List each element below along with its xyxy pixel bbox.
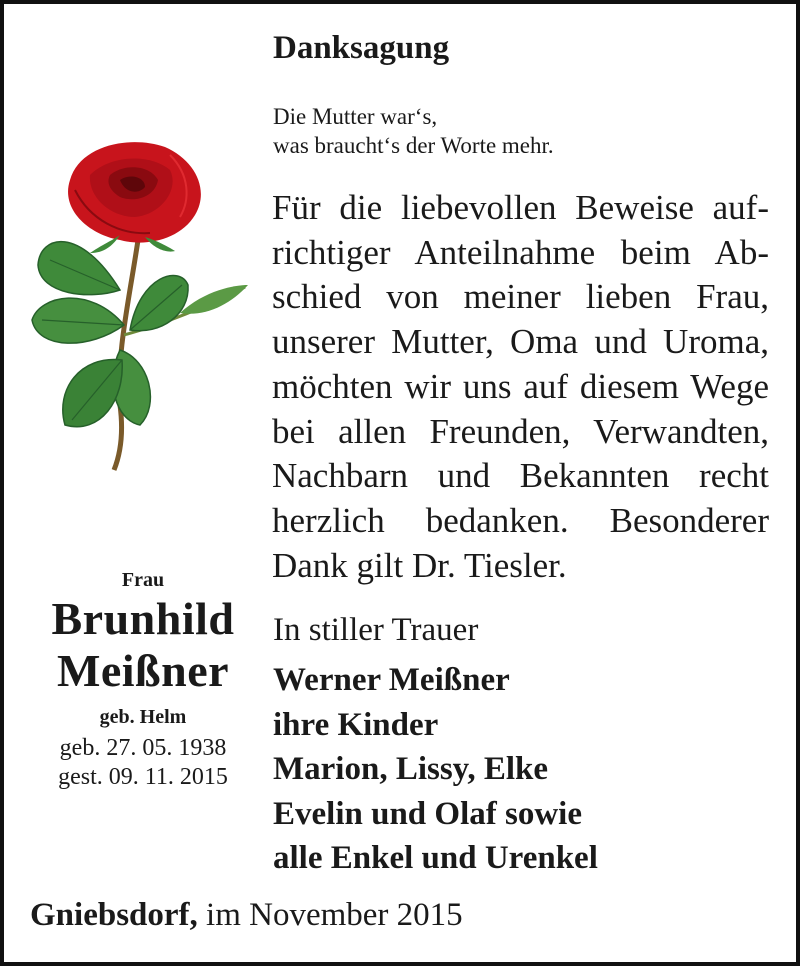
leaf [38, 242, 120, 295]
footer [30, 897, 463, 934]
mourner-line: Marion, Lissy, Elke [273, 751, 549, 787]
mourners-list [273, 658, 598, 881]
mourner-line: Werner Meißner [273, 662, 510, 698]
thanks-text: Für die liebevollen Beweise aufrichtiger Anteilnahme beim Abschied von meiner lieben Frau, unserer Mutter, Oma und Uroma, möchten wir uns auf diesem Wege bei allen Freunden, Verwandten, Nachbarn und Bekannten recht herzlich bedanken. Besonderer Dank gilt Dr. Tiesler. [272, 188, 769, 585]
motto-line: was braucht‘s der Worte mehr. [273, 133, 554, 158]
death-date: gest. 09. 11. 2015 [58, 764, 228, 790]
mourner-line: ihre Kinder [273, 706, 439, 743]
first-name: Brunhild [51, 593, 235, 644]
motto-line: Die Mutter war‘s, [273, 104, 438, 129]
leaf [180, 285, 248, 314]
mourning-intro: In stiller Trauer [273, 612, 479, 648]
heading: Danksagung [273, 30, 450, 66]
last-name: Meißner [56, 645, 230, 696]
maiden-name: geb. Helm [99, 706, 187, 728]
mourner-line: Evelin und Olaf sowie [273, 795, 582, 832]
salutation: Frau [121, 569, 165, 591]
rose-image [20, 135, 260, 475]
birth-date: geb. 27. 05. 1938 [59, 735, 227, 761]
deceased-info [25, 566, 261, 792]
mourner-line: alle Enkel und Urenkel [273, 840, 598, 876]
motto [273, 102, 554, 160]
footer-date: im November 2015 [197, 897, 463, 933]
footer-place: Gniebsdorf, [30, 897, 198, 933]
